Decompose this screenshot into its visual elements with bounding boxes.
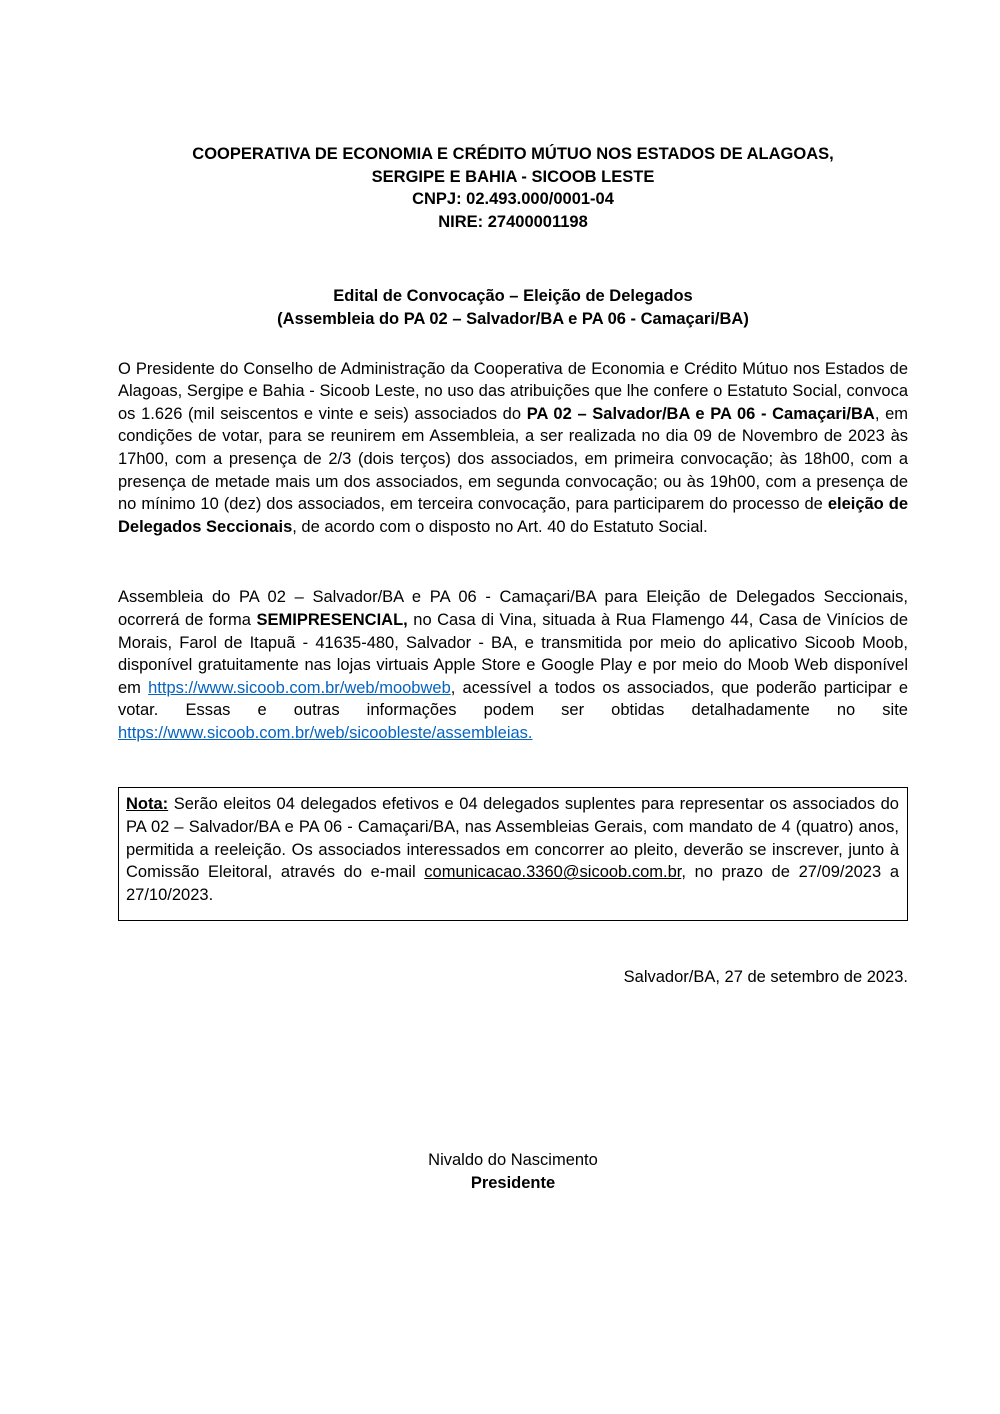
document-header <box>118 143 908 233</box>
text-segment: , acessível a todos os associados, que poderão participar e votar. Essas e outras informações podem ser obtidas detalhadamente no site <box>118 678 908 720</box>
date-line: Salvador/BA, 27 de setembro de 2023. <box>623 968 908 987</box>
cooperative-name-line-2: SERGIPE E BAHIA - SICOOB LESTE <box>371 167 655 186</box>
text-segment: comunicacao.3360@sicoob.com.br <box>424 863 682 882</box>
text-segment: Serão eleitos 04 delegados efetivos e 04 delegados suplentes para representar os associados do PA 02 – Salvador/BA e PA 06 - Camaçari/BA, nas Assembleias Gerais, com mandato de 4 (quatro) anos, permitida a reeleição. Os associados interessados em concorrer ao pleito, deverão se inscrever, junto à Comissão Eleitoral, através do e-mail <box>126 795 899 882</box>
paragraph-assembly-details <box>118 586 908 744</box>
hyperlink[interactable]: https://www.sicoob.com.br/web/sicoobleste/assembleias. <box>118 723 533 742</box>
note-box <box>118 787 908 921</box>
signatory-name: Nivaldo do Nascimento <box>428 1151 598 1170</box>
signatory-role: Presidente <box>470 1173 556 1192</box>
cnpj-line: CNPJ: 02.493.000/0001-04 <box>412 190 614 209</box>
document-title <box>118 285 908 330</box>
paragraph-convocation <box>118 358 908 539</box>
cooperative-name-line-1: COOPERATIVA DE ECONOMIA E CRÉDITO MÚTUO NOS ESTADOS DE ALAGOAS, <box>192 145 834 163</box>
title-line: Edital de Convocação – Eleição de Delegados <box>333 287 693 306</box>
nire-line: NIRE: 27400001198 <box>438 212 588 231</box>
text-segment: O Presidente do Conselho de Administração da Cooperativa de Economia e Crédito Mútuo nos Estados de Alagoas, Sergipe e Bahia - Sicoob Leste, no uso das atribuições que lhe confere o Estatuto Social, convoca os 1.626 (mil seiscentos e vinte e seis) associados do <box>118 359 908 423</box>
title-subline: (Assembleia do PA 02 – Salvador/BA e PA 06 - Camaçari/BA) <box>277 309 749 328</box>
text-segment: PA 02 – Salvador/BA e PA 06 - Camaçari/BA <box>526 404 875 423</box>
text-segment: no Casa di Vina, situada à Rua Flamengo 44, Casa de Vinícios de Morais, Farol de Itapuã - 41635-480, Salvador - BA, e transmitida por meio do aplicativo Sicoob Moob, disponível gratuitamente nas lojas virtuais Apple Store e Google Play e por meio do Moob Web disponível em <box>118 610 908 697</box>
note-text <box>126 793 899 906</box>
text-segment: Nota: <box>126 795 169 814</box>
text-segment: , de acordo com o disposto no Art. 40 do Estatuto Social. <box>292 517 708 536</box>
text-segment: , em condições de votar, para se reunirem em Assembleia, a ser realizada no dia 09 de Novembro de 2023 às 17h00, com a presença de 2/3 (dois terços) dos associados, em primeira convocação; às 18h00, com a presença de metade mais um dos associados, em segunda convocação; ou às 19h00, com a presença de no mínimo 10 (dez) dos associados, em terceira convocação, para participarem do processo de <box>118 404 908 514</box>
text-segment: Assembleia do PA 02 – Salvador/BA e PA 06 - Camaçari/BA para Eleição de Delegados Seccionais, ocorrerá de forma <box>118 588 908 629</box>
signature-block <box>118 1149 908 1194</box>
text-segment: SEMIPRESENCIAL, <box>256 610 408 629</box>
text-segment: , no prazo de 27/09/2023 a 27/10/2023. <box>126 863 900 904</box>
hyperlink[interactable]: https://www.sicoob.com.br/web/moobweb <box>148 678 451 697</box>
text-segment: eleição de Delegados Seccionais <box>118 495 908 536</box>
